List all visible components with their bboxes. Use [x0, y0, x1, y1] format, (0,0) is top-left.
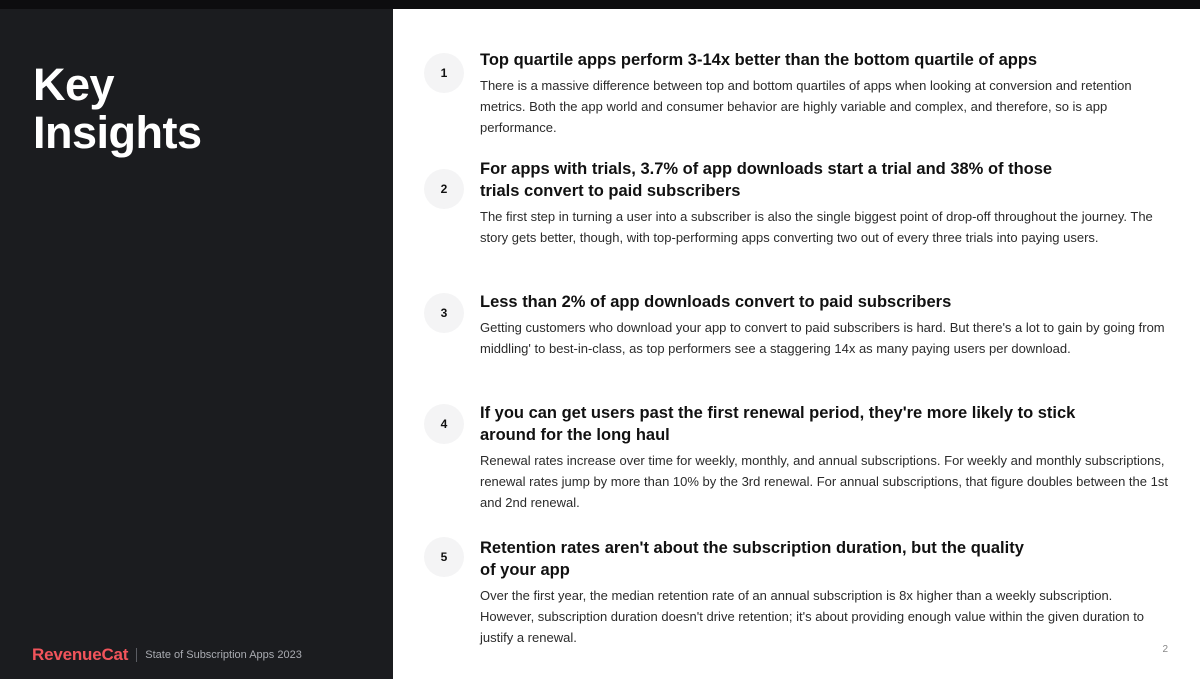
footer-divider [136, 648, 137, 662]
title-line-1: Key [33, 59, 115, 110]
insight-content [480, 49, 1170, 138]
insight-body: Over the first year, the median retention rate of an annual subscription is 8x higher than a weekly subscription. However, subscription duration doesn't drive retention; it's about providing enough value within the given duration to justify a renewal. [480, 588, 1145, 645]
insight-heading: If you can get users past the first renewal period, they're more likely to stick around for the long haul [480, 404, 1076, 444]
page-title [33, 61, 202, 157]
insight-content [480, 402, 1170, 513]
insight-body: Getting customers who download your app to convert to paid subscribers is hard. But there's a lot to gain by going from middling' to best-in-class, as top performers see a staggering 14x as many paying users per download. [480, 320, 1165, 356]
insight-content [480, 291, 1170, 359]
insight-number-badge: 3 [424, 293, 464, 333]
right-panel [393, 9, 1200, 679]
insight-number-badge: 1 [424, 53, 464, 93]
insight-body: The first step in turning a user into a subscriber is also the single biggest point of drop-off throughout the journey. The story gets better, though, with top-performing apps converting two out of every three trials into paying users. [480, 209, 1153, 245]
insight-number-badge: 5 [424, 537, 464, 577]
insight-body: Renewal rates increase over time for weekly, monthly, and annual subscriptions. For weekly and monthly subscriptions, renewal rates jump by more than 10% by the 3rd renewal. For annual subscriptions, that figure doubles between the 1st and 2nd renewal. [480, 453, 1168, 510]
page-number: 2 [1162, 644, 1168, 655]
insight-content [480, 537, 1170, 648]
left-panel [0, 9, 393, 679]
insight-body: There is a massive difference between top and bottom quartiles of apps when looking at conversion and retention metrics. Both the app world and consumer behavior are highly variable and complex, and therefore, so is app performance. [480, 78, 1132, 135]
insight-heading: Less than 2% of app downloads convert to paid subscribers [480, 293, 952, 311]
revenuecat-logo: RevenueCat [32, 645, 129, 664]
insight-number-badge: 2 [424, 169, 464, 209]
insight-content [480, 158, 1170, 248]
insight-number-badge: 4 [424, 404, 464, 444]
footer [32, 645, 302, 665]
insight-heading: Retention rates aren't about the subscription duration, but the quality of your app [480, 539, 1024, 579]
title-line-2: Insights [33, 107, 202, 158]
insight-heading: Top quartile apps perform 3-14x better than the bottom quartile of apps [480, 51, 1038, 69]
top-strip [0, 0, 1200, 9]
footer-report-title: State of Subscription Apps 2023 [145, 649, 302, 661]
insight-heading: For apps with trials, 3.7% of app downloads start a trial and 38% of those trials convert to paid subscribers [480, 160, 1053, 200]
